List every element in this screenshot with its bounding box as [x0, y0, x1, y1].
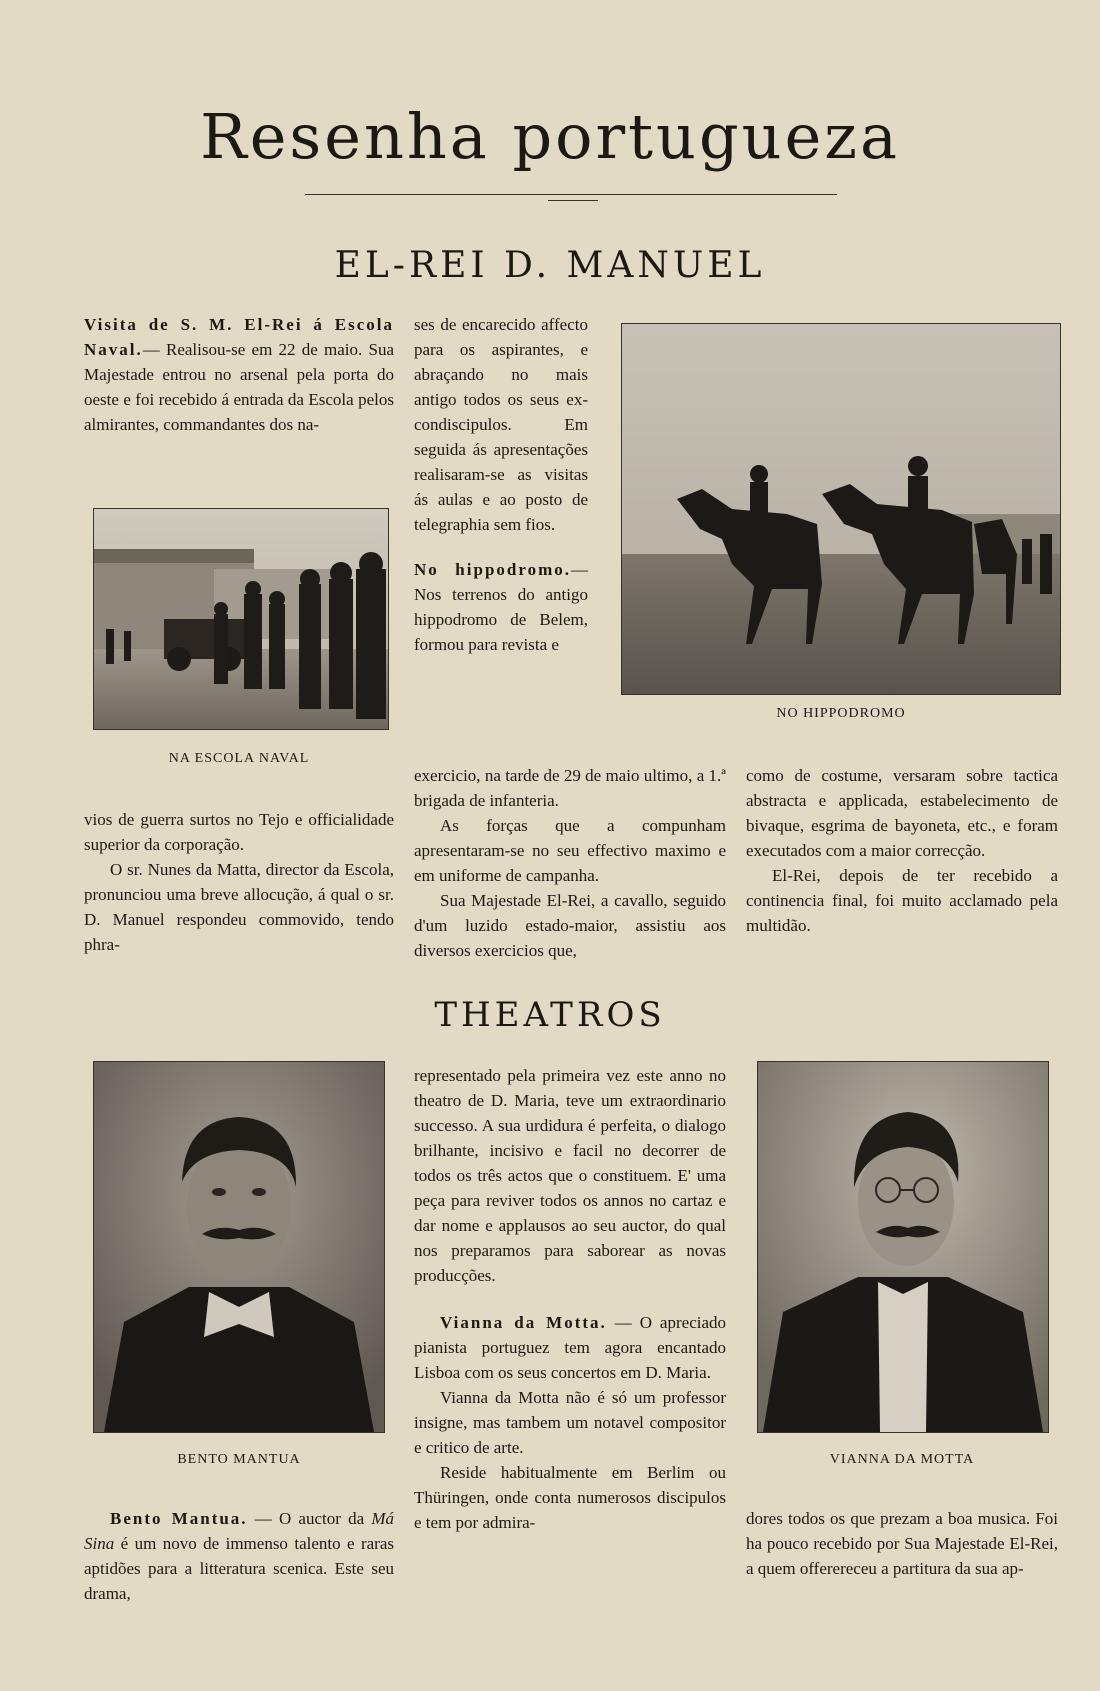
- masthead-title: Resenha portugueza: [200, 100, 900, 173]
- article-paragraph: O sr. Nunes da Matta, director da Escola, pronunciou uma breve allocução, á qual o sr. D. Manuel respondeu commovido, tendo phra-: [84, 860, 394, 954]
- photo-no-hippodromo: [622, 324, 1060, 694]
- article-paragraph: ses de encarecido affecto para os aspirantes, e abraçando no mais antigo todos os seus ex-condiscipulos. Em seguida ás apresentações realisaram-se as visitas ás aulas e ao posto de telegraphia sem fios.: [414, 315, 588, 534]
- article-lead-vianna-da-motta: Vianna da Motta.: [440, 1313, 607, 1332]
- article-bento-mantua: [84, 1506, 394, 1606]
- article-vianna-da-motta-column3: [746, 1506, 1058, 1581]
- play-title-ma-sina: Má Sina: [84, 1509, 394, 1553]
- article-text: — O auctor da: [247, 1509, 372, 1528]
- article-visita-escola-naval: [84, 312, 394, 437]
- article-paragraph: dores todos os que prezam a boa musica. Foi ha pouco recebido por Sua Majestade El-Rei, a quem offerereceu a partitura da sua ap-: [746, 1509, 1058, 1578]
- caption-vianna-da-motta: VIANNA DA MOTTA: [829, 1452, 975, 1467]
- photo-vianna-da-motta: [758, 1062, 1048, 1432]
- article-text: — Realisou-se em 22 de maio. Sua Majestade entrou no arsenal pela porta do oeste e foi recebido á entrada da Escola pelos almirantes, commandantes dos na-: [84, 340, 394, 434]
- article-lead-visita: Visita de S. M. El-Rei á Escola Naval.: [84, 315, 394, 359]
- portrait-bento-mantua-image: [94, 1062, 384, 1432]
- section-title-theatros: THEATROS: [434, 995, 666, 1035]
- caption-no-hippodromo: NO HIPPODROMO: [776, 706, 906, 721]
- masthead-rule-short: [548, 200, 598, 201]
- article-visita-column2: [414, 312, 588, 657]
- article-paragraph: exercicio, na tarde de 29 de maio ultimo, a 1.ª brigada de infanteria.: [414, 766, 726, 810]
- article-paragraph: vios de guerra surtos no Tejo e officialidade superior da corporação.: [84, 810, 394, 854]
- article-visita-continuation: [84, 807, 394, 957]
- article-theatros-column2: [414, 1063, 726, 1535]
- article-text: — O apreciado pianista portuguez tem agora encantado Lisboa com os seus concertos em D. Maria.: [414, 1313, 727, 1382]
- article-lead-bento-mantua: Bento Mantua.: [110, 1509, 248, 1528]
- article-paragraph: Sua Majestade El-Rei, a cavallo, seguido d'um luzido estado-maior, assistiu aos diversos exercicios que,: [414, 891, 726, 960]
- article-text: —Nos terrenos do antigo hippodromo de Belem, formou para revista e: [414, 560, 588, 654]
- photo-no-hippodromo-image: [622, 324, 1060, 694]
- article-paragraph: representado pela primeira vez este anno no theatro de D. Maria, teve um extraordinario successo. A sua urdidura é perfeita, o dialogo brilhante, incisivo e facil no decorrer de todos os três actos que o constituem. E' uma peça para reviver todos os annos no cartaz e dar nome e applausos ao seu auctor, do qual nos preparamos para saborear as novas producções.: [414, 1066, 726, 1285]
- article-paragraph: El-Rei, depois de ter recebido a continencia final, foi muito acclamado pela multidão.: [746, 866, 1058, 935]
- section-title-el-rei: EL-REI D. MANUEL: [334, 245, 766, 286]
- caption-bento-mantua: BENTO MANTUA: [177, 1452, 301, 1467]
- article-hippodromo-column3: [746, 763, 1058, 938]
- article-lead-hippodromo: No hippodromo.: [414, 560, 571, 579]
- article-hippodromo: [414, 763, 726, 963]
- masthead-rule: [305, 194, 837, 195]
- photo-bento-mantua: [94, 1062, 384, 1432]
- portrait-vianna-da-motta-image: [758, 1062, 1048, 1432]
- article-text: é um novo de immenso talento e raras aptidões para a litteratura scenica. Este seu drama,: [84, 1534, 394, 1603]
- article-paragraph: As forças que a compunham apresentaram-se no seu effectivo maximo e em uniforme de campanha.: [414, 816, 726, 885]
- article-paragraph: Vianna da Motta não é só um professor insigne, mas tambem um notavel compositor e critico de arte.: [414, 1388, 726, 1457]
- article-paragraph: Reside habitualmente em Berlim ou Thüringen, onde conta numerosos discipulos e tem por admira-: [414, 1463, 726, 1532]
- article-paragraph: como de costume, versaram sobre tactica abstracta e applicada, estabelecimento de bivaque, esgrima de bayoneta, etc., e foram executados com a maior correcção.: [746, 766, 1058, 860]
- caption-na-escola-naval: NA ESCOLA NAVAL: [168, 751, 310, 766]
- photo-escola-naval: [94, 509, 388, 729]
- photo-escola-naval-image: [94, 509, 388, 729]
